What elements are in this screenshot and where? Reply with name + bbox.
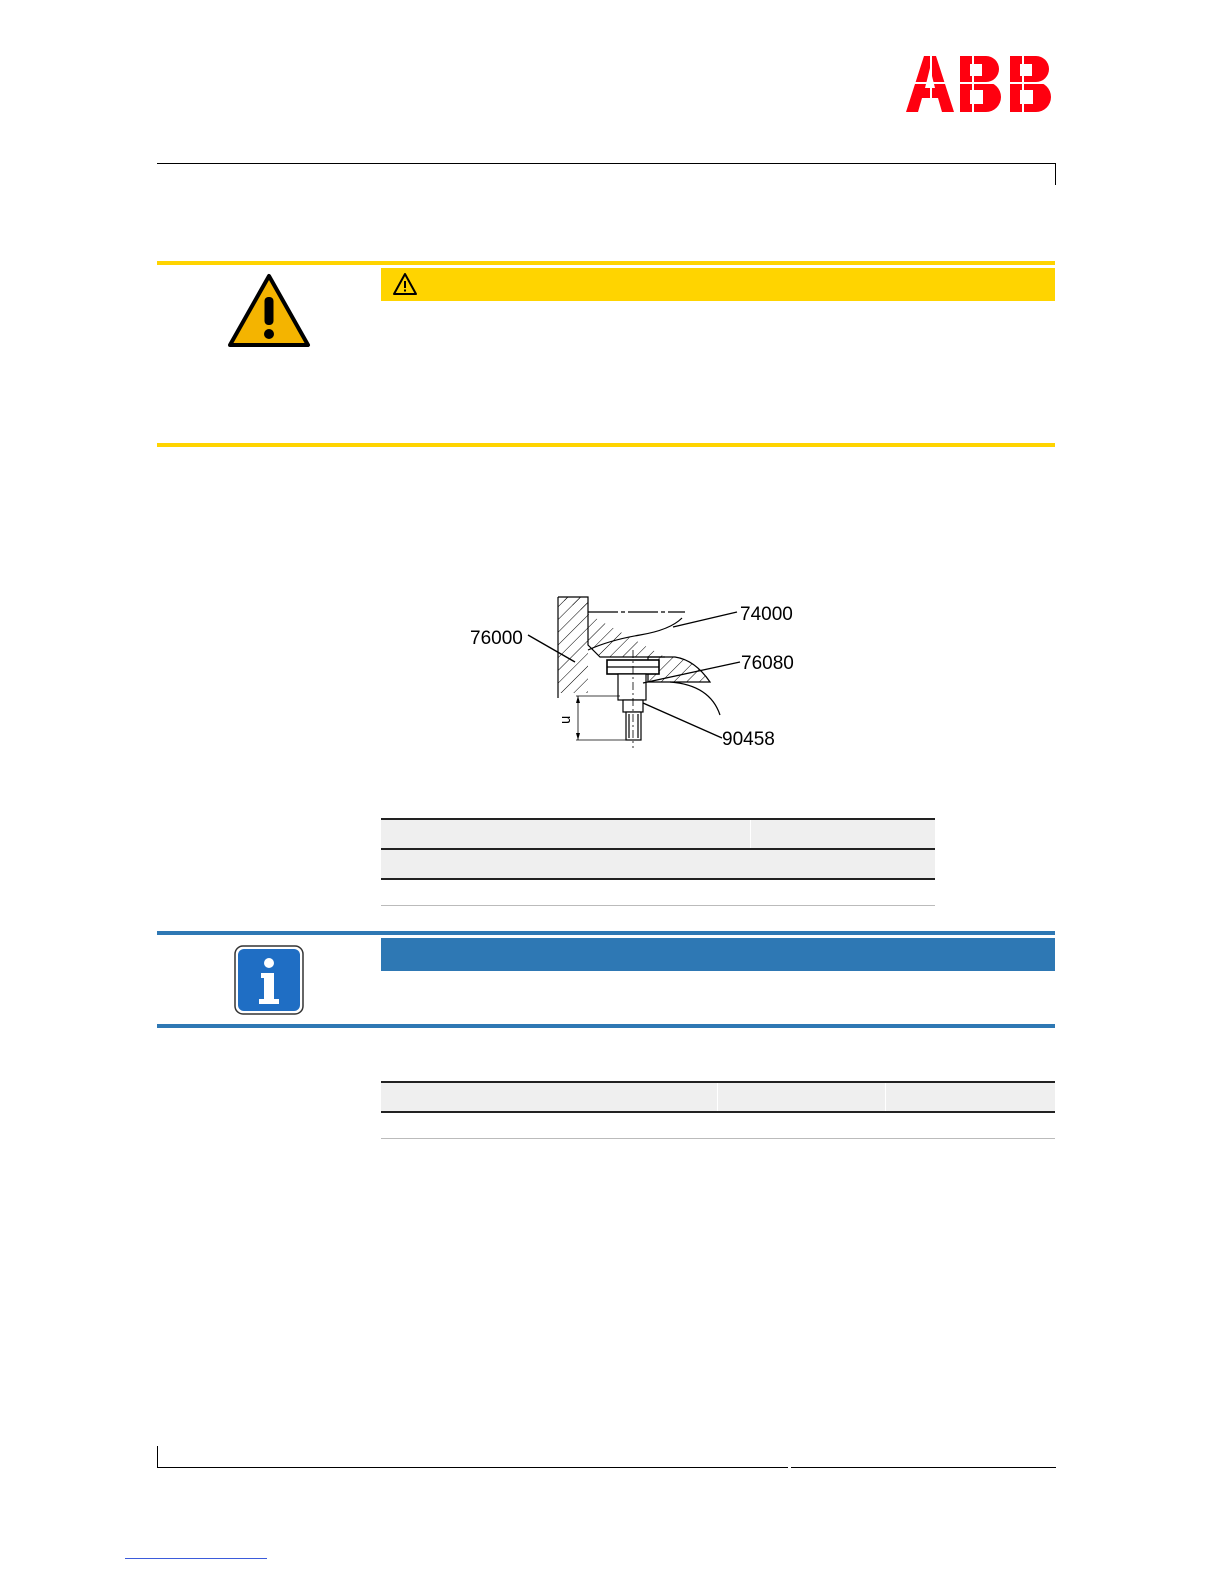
warning-header-bar [381, 268, 1055, 301]
dimension-label-u: u [557, 715, 574, 724]
link-underline[interactable] [125, 1558, 267, 1559]
info-icon [234, 945, 304, 1015]
table-header-row [381, 820, 935, 849]
warning-top-rule [157, 261, 1055, 265]
warning-small-icon [392, 272, 418, 296]
table-row [381, 1113, 1055, 1138]
table-row [381, 880, 935, 905]
footer-tick [157, 1446, 158, 1468]
warning-bottom-rule [157, 443, 1055, 447]
table-header-row [381, 1083, 1055, 1111]
callout-76000: 76000 [470, 628, 523, 649]
info-top-rule [157, 931, 1055, 935]
abb-logo [904, 54, 1060, 114]
callout-90458: 90458 [722, 729, 775, 750]
callout-76080: 76080 [741, 653, 794, 674]
warning-triangle-icon [227, 273, 311, 348]
table-rule [381, 1138, 1055, 1139]
table-row [381, 850, 935, 878]
info-bottom-rule [157, 1024, 1055, 1028]
footer-rule [157, 1467, 1056, 1468]
header-tick [1055, 163, 1056, 185]
technical-drawing [460, 590, 810, 755]
table-rule [381, 905, 935, 906]
data-table-1 [381, 818, 935, 906]
info-header-bar [381, 938, 1055, 971]
header-rule [157, 163, 1056, 164]
footer-rule-gap [788, 1465, 791, 1469]
data-table-2 [381, 1081, 1055, 1139]
callout-74000: 74000 [740, 604, 793, 625]
